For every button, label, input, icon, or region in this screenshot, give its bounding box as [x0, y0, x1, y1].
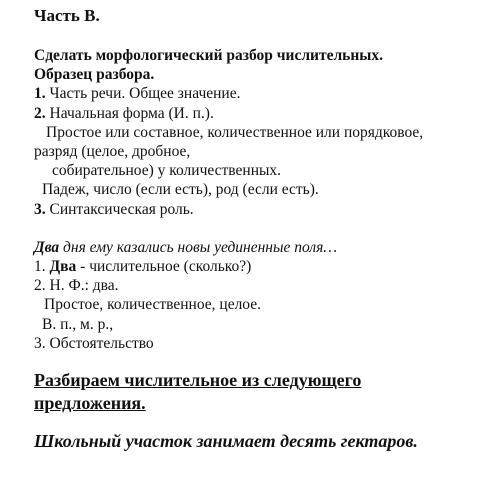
scheme-item-2 — [34, 104, 474, 123]
sample-title: Образец разбора. — [34, 66, 155, 84]
analysis-item-1-rest: - числительное (сколько?) — [76, 258, 252, 276]
scheme-item-1-text: Часть речи. Общее значение. — [45, 85, 241, 103]
analysis-item-1-prefix: 1. — [34, 258, 50, 276]
spacer — [34, 26, 474, 46]
analysis-item-1 — [34, 257, 474, 276]
scheme-item-3-text: Синтаксическая роль. — [45, 200, 194, 218]
analysis-item-2: 2. Н. Ф.: два. — [34, 277, 119, 295]
scheme-item-2-sub-4: Падеж, число (если есть), род (если есть). — [42, 181, 319, 199]
analysis-item-1-word: Два — [49, 258, 77, 276]
example-sentence — [34, 238, 474, 257]
scheme-item-1-number: 1. — [34, 85, 46, 103]
scheme-item-3-number: 3. — [34, 200, 46, 218]
example-sentence-numeral: Два — [34, 238, 60, 256]
spacer — [34, 353, 474, 369]
task-line-2: предложения. — [34, 393, 146, 414]
spacer — [34, 219, 474, 238]
task-sentence: Школьный участок занимает десять гектаров. — [34, 431, 418, 452]
task-line-1: Разбираем числительное из следующего — [34, 370, 362, 391]
analysis-item-2-sub-2: В. п., м. р., — [42, 315, 114, 333]
analysis-item-2-sub-1: Простое, количественное, целое. — [44, 296, 261, 314]
document-page — [34, 6, 474, 452]
instruction-line: Сделать морфологический разбор числительных. — [34, 47, 384, 64]
scheme-item-2-sub-1: Простое или составное, количественное или порядковое, — [46, 123, 424, 141]
scheme-item-2-number: 2. — [34, 104, 46, 122]
analysis-item-3: 3. Обстоятельство — [34, 334, 154, 352]
spacer — [34, 415, 474, 430]
scheme-item-1 — [34, 84, 474, 103]
scheme-item-3 — [34, 200, 474, 219]
example-sentence-rest: дня ему казались новы уединенные поля… — [59, 238, 338, 256]
scheme-item-2-sub-2: разряд (целое, дробное, — [34, 143, 191, 161]
section-heading: Часть В. — [34, 6, 100, 25]
scheme-item-2-sub-3: собирательное) у количественных. — [52, 162, 282, 180]
scheme-item-2-text: Начальная форма (И. п.). — [45, 104, 214, 122]
